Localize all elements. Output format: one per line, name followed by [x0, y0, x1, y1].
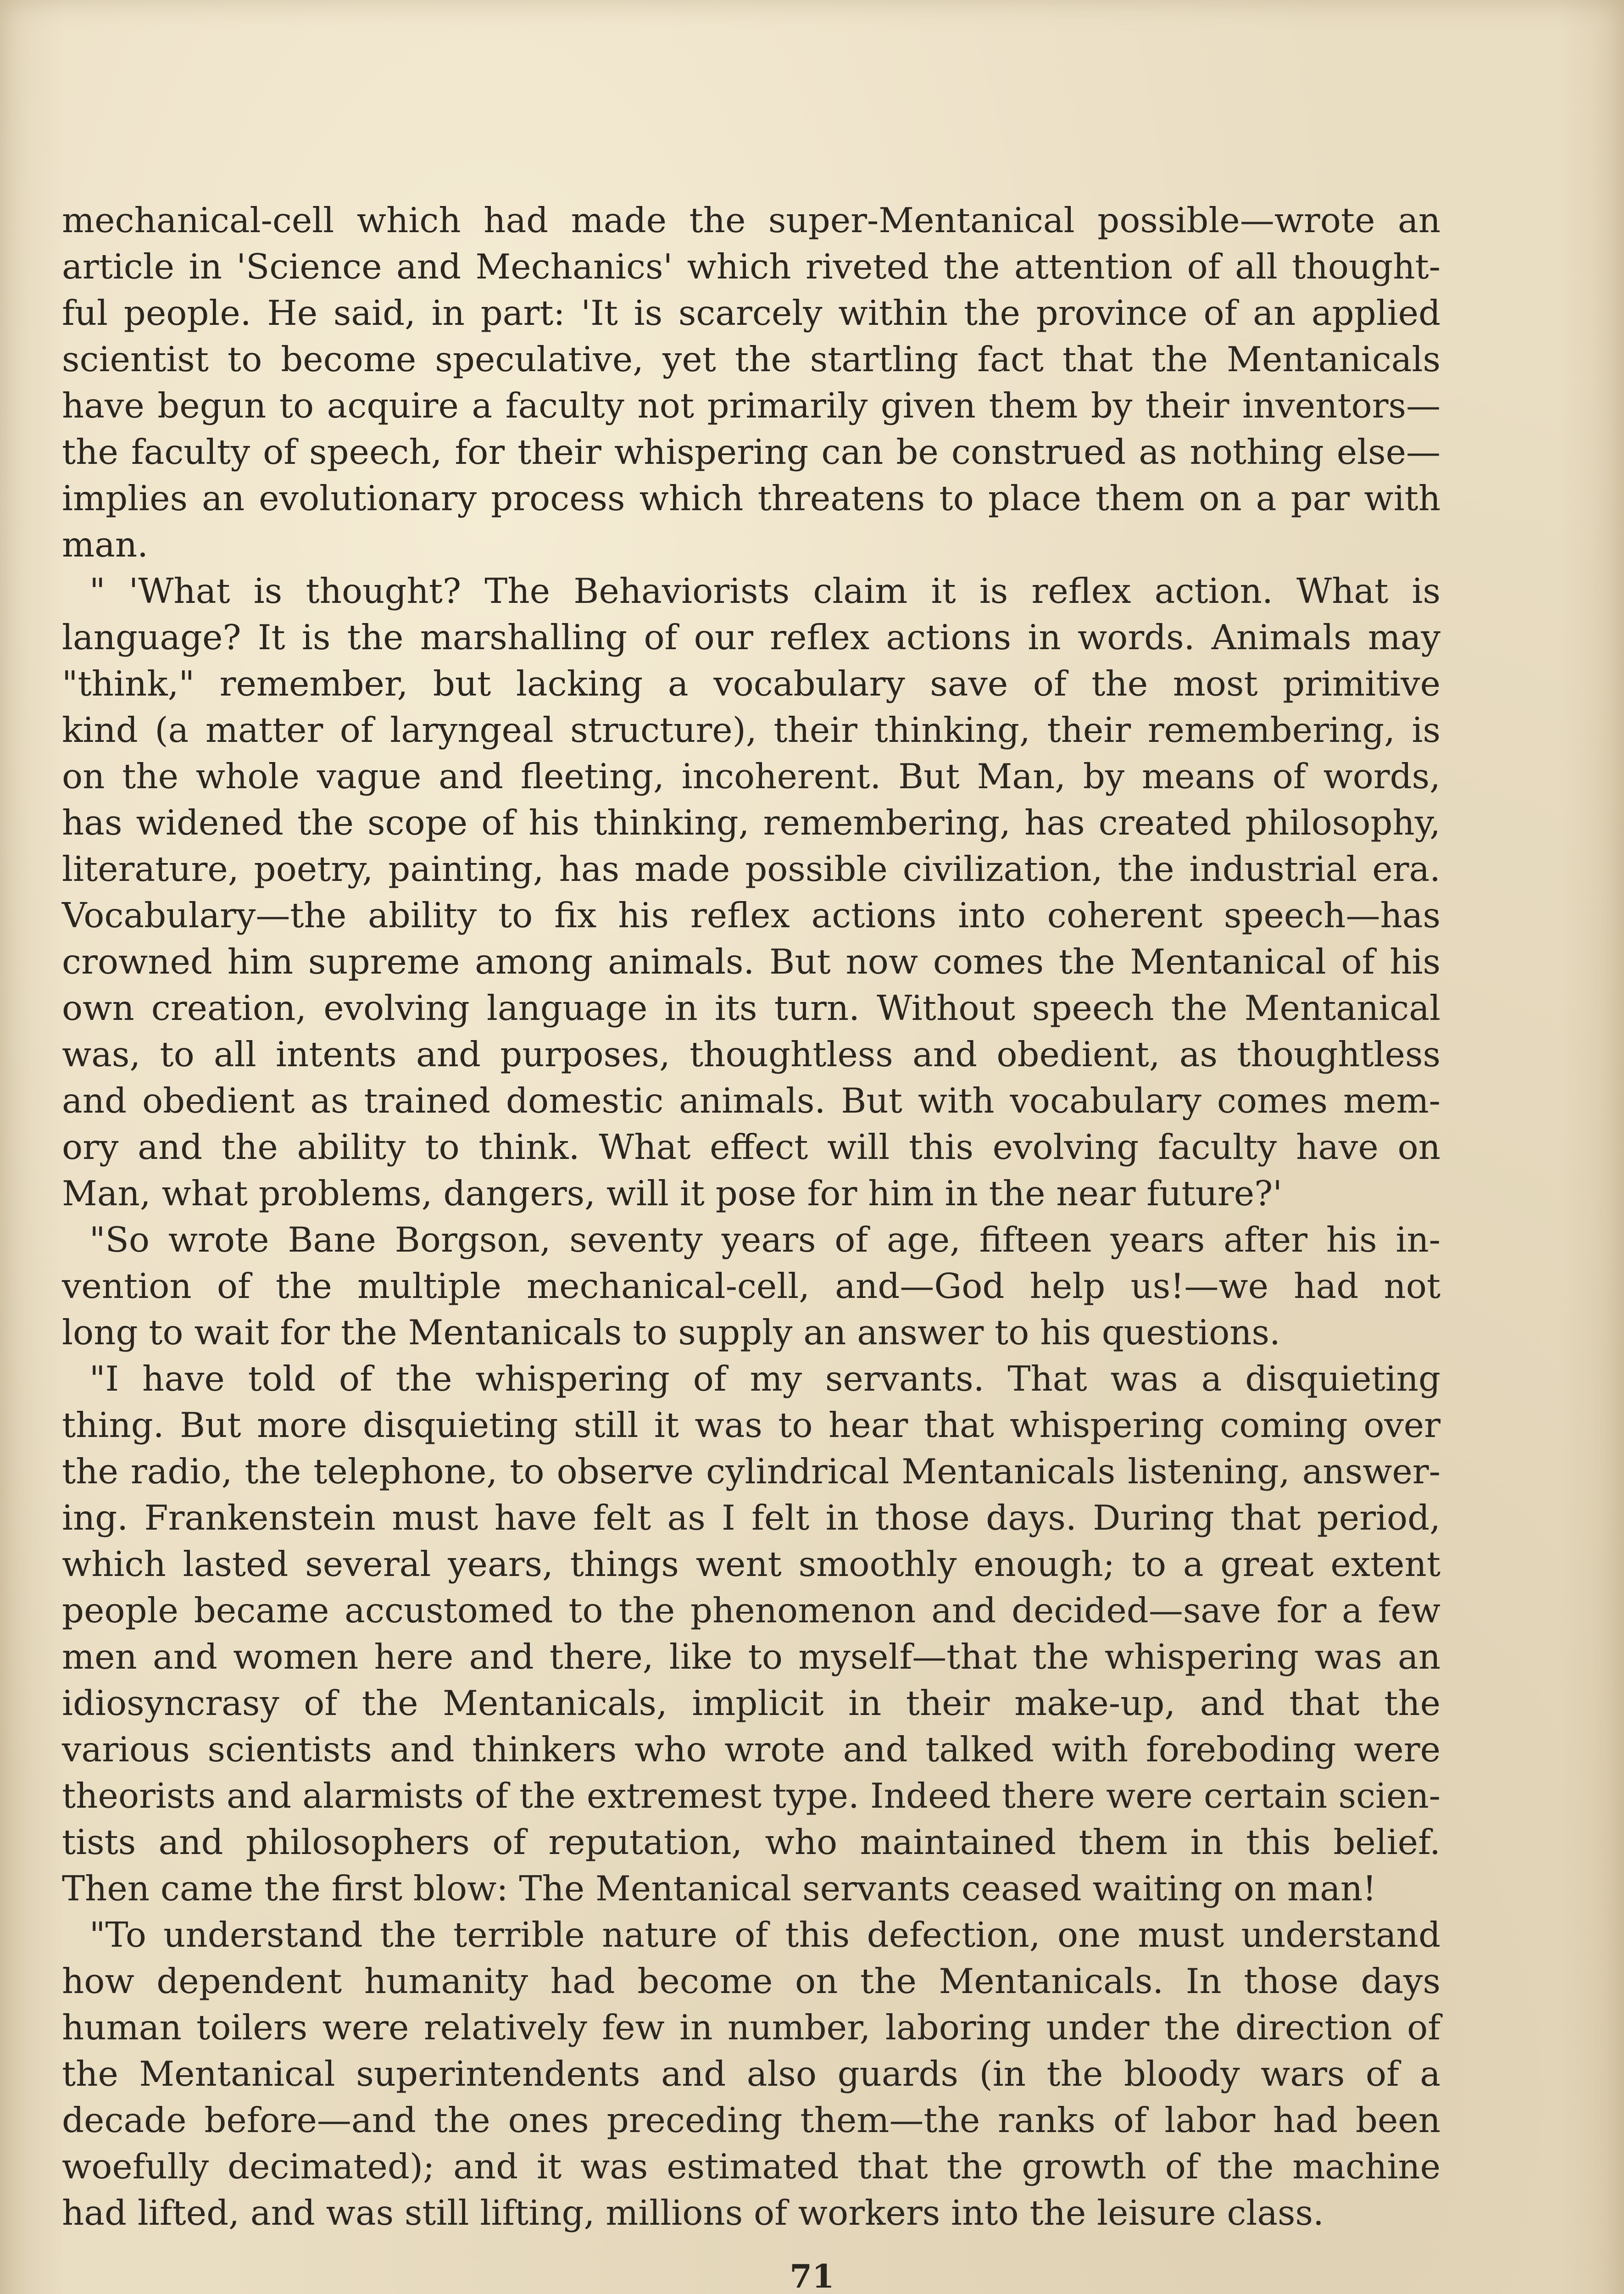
text-line: have begun to acquire a faculty not primarily given them by their inventors—	[62, 385, 1440, 426]
text-line: man.	[62, 524, 148, 565]
text-line: the faculty of speech, for their whispering can be construed as nothing else—	[62, 432, 1440, 472]
text-line: scientist to become speculative, yet the startling fact that the Mentanicals	[62, 339, 1440, 379]
text-line: ing. Frankenstein must have felt as I felt in those days. During that period,	[62, 1498, 1440, 1538]
text-line: was, to all intents and purposes, thoughtless and obedient, as thoughtless	[62, 1034, 1440, 1075]
text-line: mechanical-cell which had made the super-Mentanical possible—wrote an	[62, 200, 1440, 240]
text-line: ful people. He said, in part: 'It is scarcely within the province of an applied	[62, 293, 1440, 333]
text-line: decade before—and the ones preceding them—the ranks of labor had been	[62, 2100, 1440, 2140]
text-line: Then came the first blow: The Mentanical servants ceased waiting on man!	[62, 1868, 1377, 1909]
text-line: Man, what problems, dangers, will it pose for him in the near future?'	[62, 1173, 1282, 1214]
text-line: language? It is the marshalling of our reflex actions in words. Animals may	[62, 617, 1440, 657]
text-line: human toilers were relatively few in number, laboring under the direction of	[62, 2007, 1440, 2048]
page-number: 71	[790, 2257, 834, 2294]
text-line: ory and the ability to think. What effect will this evolving faculty have on	[62, 1127, 1440, 1167]
text-line: "To understand the terrible nature of this defection, one must understand	[89, 1915, 1440, 1955]
text-line: kind (a matter of laryngeal structure), their thinking, their remembering, is	[62, 710, 1440, 750]
text-line: men and women here and there, like to myself—that the whispering was an	[62, 1637, 1440, 1677]
text-line: "I have told of the whispering of my servants. That was a disquieting	[89, 1359, 1440, 1399]
text-line: vention of the multiple mechanical-cell, and—God help us!—we had not	[62, 1266, 1440, 1306]
text-line: how dependent humanity had become on the Mentanicals. In those days	[62, 1961, 1440, 2001]
text-line: which lasted several years, things went smoothly enough; to a great extent	[62, 1544, 1440, 1584]
text-line: "think," remember, but lacking a vocabulary save of the most primitive	[62, 663, 1440, 704]
text-line: the Mentanical superintendents and also guards (in the bloody wars of a	[62, 2054, 1440, 2094]
text-line: has widened the scope of his thinking, remembering, has created philosophy,	[62, 802, 1440, 843]
text-line: various scientists and thinkers who wrote and talked with foreboding were	[62, 1729, 1440, 1770]
text-line: idiosyncrasy of the Mentanicals, implicit in their make-up, and that the	[62, 1683, 1440, 1723]
text-line: " 'What is thought? The Behaviorists claim it is reflex action. What is	[89, 571, 1440, 611]
text-line: people became accustomed to the phenomenon and decided—save for a few	[62, 1590, 1440, 1631]
text-line: thing. But more disquieting still it was to hear that whispering coming over	[62, 1405, 1440, 1445]
text-line: literature, poetry, painting, has made possible civilization, the industrial era.	[62, 849, 1440, 889]
text-line: article in 'Science and Mechanics' which riveted the attention of all thought-	[62, 246, 1440, 287]
text-line: on the whole vague and fleeting, incoherent. But Man, by means of words,	[62, 756, 1440, 796]
text-line: implies an evolutionary process which threatens to place them on a par with	[62, 478, 1440, 518]
text-line: had lifted, and was still lifting, millions of workers into the leisure class.	[62, 2193, 1324, 2233]
text-line: long to wait for the Mentanicals to supply an answer to his questions.	[62, 1312, 1280, 1353]
text-line: theorists and alarmists of the extremest type. Indeed there were certain scien-	[62, 1776, 1440, 1816]
body-text	[62, 197, 1440, 2236]
text-line: woefully decimated); and it was estimated that the growth of the machine	[62, 2146, 1440, 2187]
text-line: own creation, evolving language in its turn. Without speech the Mentanical	[62, 988, 1440, 1028]
text-line: "So wrote Bane Borgson, seventy years of age, fifteen years after his in-	[89, 1219, 1440, 1260]
text-line: and obedient as trained domestic animals. But with vocabulary comes mem-	[62, 1080, 1440, 1121]
text-line: the radio, the telephone, to observe cylindrical Mentanicals listening, answer-	[62, 1451, 1440, 1492]
text-line: crowned him supreme among animals. But now comes the Mentanical of his	[62, 941, 1440, 982]
text-line: tists and philosophers of reputation, who maintained them in this belief.	[62, 1822, 1440, 1862]
text-line: Vocabulary—the ability to fix his reflex actions into coherent speech—has	[62, 895, 1440, 935]
